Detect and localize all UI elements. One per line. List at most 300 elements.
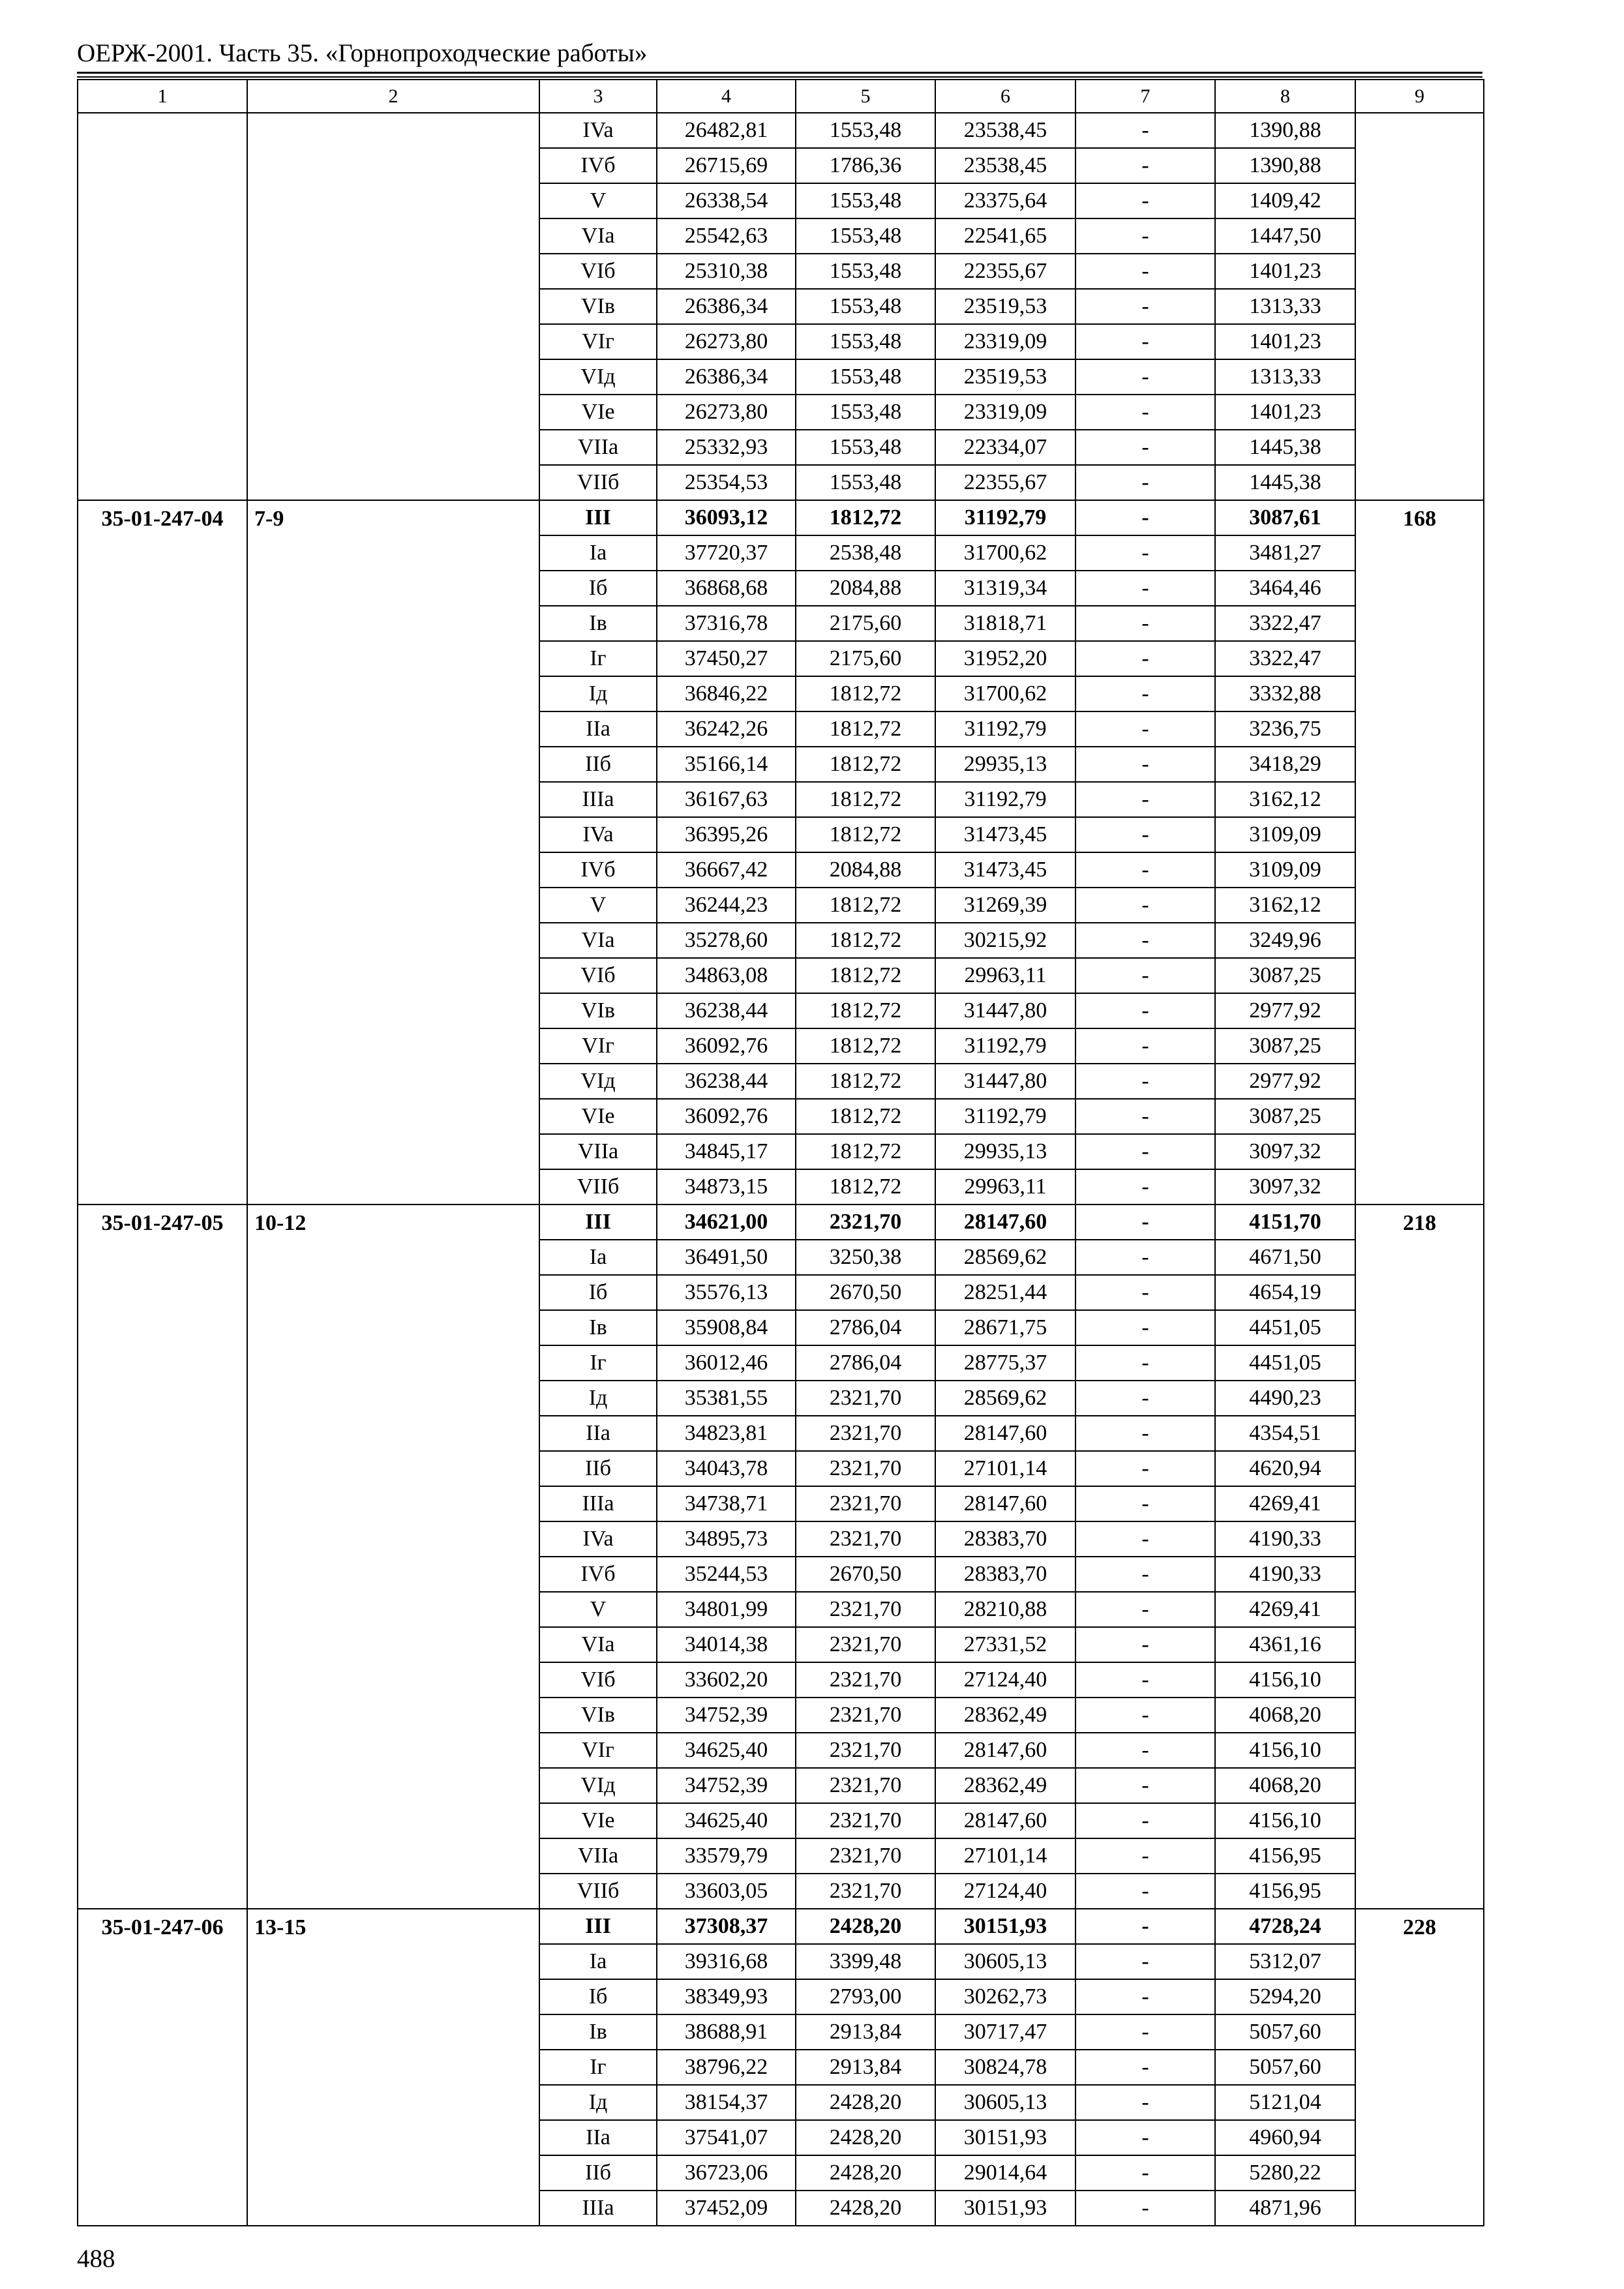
- value-cell-c5: 1553,48: [796, 113, 935, 148]
- value-cell-c8: 3332,88: [1215, 676, 1355, 711]
- value-cell-c8: 4068,20: [1215, 1768, 1355, 1803]
- value-cell-c3: Iг: [539, 1345, 657, 1381]
- value-cell-c5: 2428,20: [796, 2085, 935, 2120]
- value-cell-c6: 30151,93: [935, 1909, 1075, 1944]
- value-cell-c8: 4269,41: [1215, 1486, 1355, 1521]
- value-cell-c7: -: [1075, 113, 1215, 148]
- table-body: [78, 80, 1484, 2226]
- value-cell-c3: VIIб: [539, 1169, 657, 1204]
- value-cell-c3: VIe: [539, 1099, 657, 1134]
- value-cell-c3: VIe: [539, 395, 657, 430]
- value-cell-c7: -: [1075, 2191, 1215, 2226]
- column-number: 3: [539, 80, 657, 113]
- value-cell-c6: 27124,40: [935, 1662, 1075, 1698]
- value-cell-c8: 2977,92: [1215, 1064, 1355, 1099]
- value-cell-c7: -: [1075, 1838, 1215, 1874]
- value-cell-c7: -: [1075, 254, 1215, 289]
- range-cell: [247, 113, 539, 500]
- value-cell-c5: 1553,48: [796, 465, 935, 500]
- value-cell-c8: 1401,23: [1215, 395, 1355, 430]
- value-cell-c4: 36092,76: [657, 1028, 796, 1064]
- value-cell-c4: 36244,23: [657, 888, 796, 923]
- value-cell-c8: 2977,92: [1215, 993, 1355, 1028]
- value-cell-c4: 38154,37: [657, 2085, 796, 2120]
- value-cell-c3: IIб: [539, 1451, 657, 1486]
- value-cell-c3: Ia: [539, 535, 657, 571]
- value-cell-c4: 34621,00: [657, 1204, 796, 1240]
- value-cell-c6: 30824,78: [935, 2050, 1075, 2085]
- value-cell-c4: 37452,09: [657, 2191, 796, 2226]
- value-cell-c3: IVa: [539, 113, 657, 148]
- value-cell-c8: 1401,23: [1215, 324, 1355, 359]
- value-cell-c4: 37541,07: [657, 2120, 796, 2155]
- value-cell-c3: VIв: [539, 1698, 657, 1733]
- value-cell-c5: 1812,72: [796, 1028, 935, 1064]
- value-cell-c3: IIIa: [539, 1486, 657, 1521]
- value-cell-c5: 1553,48: [796, 324, 935, 359]
- value-cell-c3: IVa: [539, 1521, 657, 1557]
- value-cell-c8: 4269,41: [1215, 1592, 1355, 1627]
- value-cell-c3: Iв: [539, 1310, 657, 1345]
- value-cell-c6: 28569,62: [935, 1240, 1075, 1275]
- value-cell-c5: 2786,04: [796, 1310, 935, 1345]
- value-cell-c4: 36723,06: [657, 2155, 796, 2191]
- value-cell-c4: 38796,22: [657, 2050, 796, 2085]
- value-cell-c5: 1812,72: [796, 1134, 935, 1169]
- value-cell-c6: 31700,62: [935, 676, 1075, 711]
- value-cell-c5: 1812,72: [796, 923, 935, 958]
- value-cell-c8: 5057,60: [1215, 2050, 1355, 2085]
- value-cell-c7: -: [1075, 1944, 1215, 1979]
- value-cell-c5: 2321,70: [796, 1451, 935, 1486]
- value-cell-c4: 26482,81: [657, 113, 796, 148]
- value-cell-c7: -: [1075, 500, 1215, 535]
- value-cell-c4: 34625,40: [657, 1803, 796, 1838]
- value-cell-c5: 2175,60: [796, 606, 935, 641]
- value-cell-c5: 1553,48: [796, 183, 935, 218]
- value-cell-c4: 36093,12: [657, 500, 796, 535]
- value-cell-c5: 2175,60: [796, 641, 935, 676]
- value-cell-c8: 4151,70: [1215, 1204, 1355, 1240]
- value-cell-c4: 36242,26: [657, 711, 796, 747]
- value-cell-c5: 1812,72: [796, 500, 935, 535]
- table-row: [78, 1909, 1484, 1944]
- value-cell-c4: 36012,46: [657, 1345, 796, 1381]
- value-cell-c8: 1313,33: [1215, 289, 1355, 324]
- value-cell-c3: Iг: [539, 641, 657, 676]
- value-cell-c7: -: [1075, 395, 1215, 430]
- value-cell-c5: 1812,72: [796, 888, 935, 923]
- value-cell-c8: 4156,95: [1215, 1874, 1355, 1909]
- value-cell-c6: 22355,67: [935, 254, 1075, 289]
- value-cell-c8: 3481,27: [1215, 535, 1355, 571]
- value-cell-c5: 1812,72: [796, 993, 935, 1028]
- value-cell-c6: 28383,70: [935, 1557, 1075, 1592]
- value-cell-c4: 38688,91: [657, 2014, 796, 2050]
- value-cell-c4: 36667,42: [657, 852, 796, 888]
- value-cell-c8: 4654,19: [1215, 1275, 1355, 1310]
- value-cell-c6: 23538,45: [935, 148, 1075, 183]
- value-cell-c5: 2321,70: [796, 1592, 935, 1627]
- value-cell-c4: 34738,71: [657, 1486, 796, 1521]
- value-cell-c4: 36491,50: [657, 1240, 796, 1275]
- value-cell-c8: 3087,25: [1215, 1028, 1355, 1064]
- value-cell-c7: -: [1075, 183, 1215, 218]
- value-cell-c8: 3109,09: [1215, 817, 1355, 852]
- value-cell-c5: 2321,70: [796, 1698, 935, 1733]
- value-cell-c8: 4960,94: [1215, 2120, 1355, 2155]
- value-cell-c7: -: [1075, 1768, 1215, 1803]
- code-cell: [78, 113, 247, 500]
- column-number: 2: [247, 80, 539, 113]
- value-cell-c8: 4451,05: [1215, 1345, 1355, 1381]
- value-cell-c8: 4156,10: [1215, 1733, 1355, 1768]
- value-cell-c3: IIa: [539, 2120, 657, 2155]
- value-cell-c5: 2670,50: [796, 1275, 935, 1310]
- value-cell-c8: 4490,23: [1215, 1381, 1355, 1416]
- column-number-row: [78, 80, 1484, 113]
- value-cell-c5: 2084,88: [796, 852, 935, 888]
- value-cell-c7: -: [1075, 289, 1215, 324]
- value-cell-c7: -: [1075, 2014, 1215, 2050]
- value-cell-c6: 31818,71: [935, 606, 1075, 641]
- value-cell-c3: VIa: [539, 1627, 657, 1662]
- value-cell-c5: 1812,72: [796, 711, 935, 747]
- value-cell-c8: 3087,25: [1215, 958, 1355, 993]
- value-cell-c4: 26273,80: [657, 324, 796, 359]
- code-cell: 35-01-247-05: [78, 1204, 247, 1909]
- value-cell-c4: 37316,78: [657, 606, 796, 641]
- value-cell-c8: 1390,88: [1215, 148, 1355, 183]
- value-cell-c8: 4671,50: [1215, 1240, 1355, 1275]
- table-row: [78, 113, 1484, 148]
- value-cell-c4: 39316,68: [657, 1944, 796, 1979]
- value-cell-c4: 34823,81: [657, 1416, 796, 1451]
- value-cell-c4: 25310,38: [657, 254, 796, 289]
- column-number: 6: [935, 80, 1075, 113]
- value-cell-c5: 3399,48: [796, 1944, 935, 1979]
- value-cell-c7: -: [1075, 817, 1215, 852]
- value-cell-c7: -: [1075, 535, 1215, 571]
- value-cell-c7: -: [1075, 888, 1215, 923]
- table-row: [78, 500, 1484, 535]
- value-cell-c5: 2913,84: [796, 2050, 935, 2085]
- value-cell-c8: 1447,50: [1215, 218, 1355, 254]
- value-cell-c6: 31952,20: [935, 641, 1075, 676]
- value-cell-c6: 28383,70: [935, 1521, 1075, 1557]
- value-cell-c5: 2786,04: [796, 1345, 935, 1381]
- value-cell-c6: 30151,93: [935, 2191, 1075, 2226]
- value-cell-c4: 34873,15: [657, 1169, 796, 1204]
- value-cell-c5: 1553,48: [796, 289, 935, 324]
- value-cell-c7: -: [1075, 2120, 1215, 2155]
- value-cell-c4: 34801,99: [657, 1592, 796, 1627]
- value-cell-c7: -: [1075, 218, 1215, 254]
- value-cell-c6: 23319,09: [935, 324, 1075, 359]
- column-number: 1: [78, 80, 247, 113]
- value-cell-c4: 25332,93: [657, 430, 796, 465]
- value-cell-c5: 1553,48: [796, 395, 935, 430]
- value-cell-c7: -: [1075, 641, 1215, 676]
- value-cell-c7: -: [1075, 1416, 1215, 1451]
- value-cell-c8: 3097,32: [1215, 1134, 1355, 1169]
- value-cell-c4: 34625,40: [657, 1733, 796, 1768]
- value-cell-c3: V: [539, 1592, 657, 1627]
- value-cell-c4: 36868,68: [657, 571, 796, 606]
- value-cell-c5: 2321,70: [796, 1416, 935, 1451]
- value-cell-c8: 4156,95: [1215, 1838, 1355, 1874]
- value-cell-c5: 1812,72: [796, 817, 935, 852]
- value-cell-c7: -: [1075, 1486, 1215, 1521]
- value-cell-c6: 31192,79: [935, 711, 1075, 747]
- value-cell-c7: -: [1075, 1557, 1215, 1592]
- value-cell-c7: -: [1075, 2155, 1215, 2191]
- value-cell-c5: 3250,38: [796, 1240, 935, 1275]
- column-number: 7: [1075, 80, 1215, 113]
- value-cell-c5: 2321,70: [796, 1521, 935, 1557]
- value-cell-c5: 1553,48: [796, 254, 935, 289]
- value-cell-c4: 35576,13: [657, 1275, 796, 1310]
- value-cell-c7: -: [1075, 676, 1215, 711]
- value-cell-c3: VIб: [539, 1662, 657, 1698]
- value-cell-c7: -: [1075, 1733, 1215, 1768]
- code-cell: 35-01-247-04: [78, 500, 247, 1204]
- value-cell-c4: 35908,84: [657, 1310, 796, 1345]
- value-cell-c3: Iв: [539, 606, 657, 641]
- value-cell-c4: 37720,37: [657, 535, 796, 571]
- range-cell: 13-15: [247, 1909, 539, 2226]
- value-cell-c4: 34895,73: [657, 1521, 796, 1557]
- value-cell-c4: 34845,17: [657, 1134, 796, 1169]
- value-cell-c6: 29963,11: [935, 958, 1075, 993]
- value-cell-c6: 30717,47: [935, 2014, 1075, 2050]
- value-cell-c3: IVб: [539, 852, 657, 888]
- value-cell-c8: 3109,09: [1215, 852, 1355, 888]
- value-cell-c6: 28147,60: [935, 1204, 1075, 1240]
- value-cell-c8: 1445,38: [1215, 430, 1355, 465]
- value-cell-c3: VIa: [539, 923, 657, 958]
- value-cell-c3: VIг: [539, 324, 657, 359]
- value-cell-c6: 31192,79: [935, 500, 1075, 535]
- value-cell-c7: -: [1075, 359, 1215, 395]
- value-cell-c6: 31192,79: [935, 1028, 1075, 1064]
- value-cell-c3: Iб: [539, 1979, 657, 2014]
- value-cell-c3: III: [539, 1909, 657, 1944]
- value-cell-c7: -: [1075, 1803, 1215, 1838]
- value-cell-c6: 23519,53: [935, 289, 1075, 324]
- value-cell-c4: 36092,76: [657, 1099, 796, 1134]
- value-cell-c3: Iв: [539, 2014, 657, 2050]
- value-cell-c8: 5057,60: [1215, 2014, 1355, 2050]
- value-cell-c7: -: [1075, 465, 1215, 500]
- value-cell-c5: 1812,72: [796, 676, 935, 711]
- value-cell-c4: 33579,79: [657, 1838, 796, 1874]
- value-cell-c6: 31473,45: [935, 817, 1075, 852]
- value-cell-c8: 1401,23: [1215, 254, 1355, 289]
- value-cell-c7: -: [1075, 606, 1215, 641]
- value-cell-c4: 26715,69: [657, 148, 796, 183]
- value-cell-c3: VIIa: [539, 1838, 657, 1874]
- value-cell-c8: 3097,32: [1215, 1169, 1355, 1204]
- value-cell-c7: -: [1075, 1909, 1215, 1944]
- range-cell: 7-9: [247, 500, 539, 1204]
- col9-cell: 168: [1355, 500, 1484, 1204]
- value-cell-c3: VIIб: [539, 1874, 657, 1909]
- value-cell-c6: 30215,92: [935, 923, 1075, 958]
- value-cell-c6: 28251,44: [935, 1275, 1075, 1310]
- value-cell-c7: -: [1075, 1698, 1215, 1733]
- value-cell-c8: 1409,42: [1215, 183, 1355, 218]
- value-cell-c7: -: [1075, 1345, 1215, 1381]
- value-cell-c3: VIг: [539, 1733, 657, 1768]
- value-cell-c3: VIд: [539, 1768, 657, 1803]
- value-cell-c3: VIв: [539, 993, 657, 1028]
- value-cell-c3: VIIб: [539, 465, 657, 500]
- value-cell-c3: VIIa: [539, 1134, 657, 1169]
- value-cell-c5: 1812,72: [796, 958, 935, 993]
- value-cell-c7: -: [1075, 2085, 1215, 2120]
- value-cell-c4: 26338,54: [657, 183, 796, 218]
- value-cell-c8: 3162,12: [1215, 888, 1355, 923]
- value-cell-c4: 38349,93: [657, 1979, 796, 2014]
- value-cell-c5: 2321,70: [796, 1627, 935, 1662]
- value-cell-c3: VIд: [539, 359, 657, 395]
- value-cell-c8: 4190,33: [1215, 1521, 1355, 1557]
- value-cell-c7: -: [1075, 1064, 1215, 1099]
- value-cell-c8: 4156,10: [1215, 1662, 1355, 1698]
- value-cell-c5: 2321,70: [796, 1204, 935, 1240]
- value-cell-c5: 1812,72: [796, 1099, 935, 1134]
- value-cell-c8: 5312,07: [1215, 1944, 1355, 1979]
- price-table: [77, 79, 1484, 2226]
- value-cell-c4: 34752,39: [657, 1768, 796, 1803]
- value-cell-c7: -: [1075, 1099, 1215, 1134]
- value-cell-c6: 27331,52: [935, 1627, 1075, 1662]
- value-cell-c3: Iд: [539, 1381, 657, 1416]
- value-cell-c6: 28775,37: [935, 1345, 1075, 1381]
- value-cell-c5: 2793,00: [796, 1979, 935, 2014]
- value-cell-c5: 1812,72: [796, 782, 935, 817]
- value-cell-c5: 2321,70: [796, 1381, 935, 1416]
- value-cell-c3: Iг: [539, 2050, 657, 2085]
- value-cell-c6: 29014,64: [935, 2155, 1075, 2191]
- value-cell-c7: -: [1075, 1451, 1215, 1486]
- value-cell-c6: 31192,79: [935, 782, 1075, 817]
- value-cell-c4: 35381,55: [657, 1381, 796, 1416]
- value-cell-c3: Ia: [539, 1240, 657, 1275]
- value-cell-c5: 2913,84: [796, 2014, 935, 2050]
- value-cell-c5: 2321,70: [796, 1662, 935, 1698]
- value-cell-c8: 4354,51: [1215, 1416, 1355, 1451]
- column-number: 5: [796, 80, 935, 113]
- value-cell-c7: -: [1075, 1381, 1215, 1416]
- value-cell-c6: 29935,13: [935, 1134, 1075, 1169]
- range-cell: 10-12: [247, 1204, 539, 1909]
- value-cell-c6: 28147,60: [935, 1486, 1075, 1521]
- value-cell-c3: V: [539, 183, 657, 218]
- value-cell-c6: 23538,45: [935, 113, 1075, 148]
- value-cell-c3: IIб: [539, 2155, 657, 2191]
- value-cell-c3: III: [539, 1204, 657, 1240]
- value-cell-c6: 28147,60: [935, 1803, 1075, 1838]
- column-number: 8: [1215, 80, 1355, 113]
- value-cell-c6: 28569,62: [935, 1381, 1075, 1416]
- value-cell-c3: Iб: [539, 571, 657, 606]
- value-cell-c4: 36167,63: [657, 782, 796, 817]
- table-row: [78, 1204, 1484, 1240]
- value-cell-c3: VIв: [539, 289, 657, 324]
- value-cell-c7: -: [1075, 1874, 1215, 1909]
- value-cell-c5: 1812,72: [796, 747, 935, 782]
- value-cell-c6: 30151,93: [935, 2120, 1075, 2155]
- value-cell-c5: 1786,36: [796, 148, 935, 183]
- column-number: 9: [1355, 80, 1484, 113]
- value-cell-c5: 2321,70: [796, 1733, 935, 1768]
- value-cell-c5: 2538,48: [796, 535, 935, 571]
- value-cell-c8: 1313,33: [1215, 359, 1355, 395]
- value-cell-c7: -: [1075, 1204, 1215, 1240]
- value-cell-c7: -: [1075, 1169, 1215, 1204]
- value-cell-c8: 3087,25: [1215, 1099, 1355, 1134]
- value-cell-c8: 3322,47: [1215, 606, 1355, 641]
- value-cell-c7: -: [1075, 324, 1215, 359]
- value-cell-c8: 3087,61: [1215, 500, 1355, 535]
- value-cell-c4: 34863,08: [657, 958, 796, 993]
- value-cell-c6: 28671,75: [935, 1310, 1075, 1345]
- value-cell-c4: 36395,26: [657, 817, 796, 852]
- value-cell-c4: 26386,34: [657, 289, 796, 324]
- value-cell-c8: 3322,47: [1215, 641, 1355, 676]
- value-cell-c5: 1812,72: [796, 1169, 935, 1204]
- value-cell-c3: VIIa: [539, 430, 657, 465]
- value-cell-c6: 31447,80: [935, 1064, 1075, 1099]
- value-cell-c8: 1390,88: [1215, 113, 1355, 148]
- value-cell-c6: 28210,88: [935, 1592, 1075, 1627]
- value-cell-c8: 1445,38: [1215, 465, 1355, 500]
- value-cell-c6: 27124,40: [935, 1874, 1075, 1909]
- value-cell-c3: VIб: [539, 958, 657, 993]
- value-cell-c7: -: [1075, 1521, 1215, 1557]
- value-cell-c3: IVб: [539, 148, 657, 183]
- value-cell-c4: 33602,20: [657, 1662, 796, 1698]
- value-cell-c8: 5294,20: [1215, 1979, 1355, 2014]
- value-cell-c4: 35244,53: [657, 1557, 796, 1592]
- value-cell-c7: -: [1075, 852, 1215, 888]
- value-cell-c3: IIa: [539, 1416, 657, 1451]
- value-cell-c8: 3249,96: [1215, 923, 1355, 958]
- value-cell-c7: -: [1075, 1275, 1215, 1310]
- value-cell-c7: -: [1075, 1627, 1215, 1662]
- header-rule: [77, 72, 1482, 74]
- value-cell-c4: 36846,22: [657, 676, 796, 711]
- column-number: 4: [657, 80, 796, 113]
- value-cell-c7: -: [1075, 148, 1215, 183]
- value-cell-c6: 23319,09: [935, 395, 1075, 430]
- value-cell-c4: 34752,39: [657, 1698, 796, 1733]
- value-cell-c6: 28362,49: [935, 1768, 1075, 1803]
- col9-cell: 218: [1355, 1204, 1484, 1909]
- value-cell-c4: 35278,60: [657, 923, 796, 958]
- value-cell-c3: VIe: [539, 1803, 657, 1838]
- value-cell-c3: Iд: [539, 2085, 657, 2120]
- value-cell-c5: 1812,72: [796, 1064, 935, 1099]
- value-cell-c6: 28147,60: [935, 1733, 1075, 1768]
- value-cell-c7: -: [1075, 923, 1215, 958]
- value-cell-c3: IIIa: [539, 2191, 657, 2226]
- value-cell-c5: 2084,88: [796, 571, 935, 606]
- value-cell-c3: VIa: [539, 218, 657, 254]
- value-cell-c3: V: [539, 888, 657, 923]
